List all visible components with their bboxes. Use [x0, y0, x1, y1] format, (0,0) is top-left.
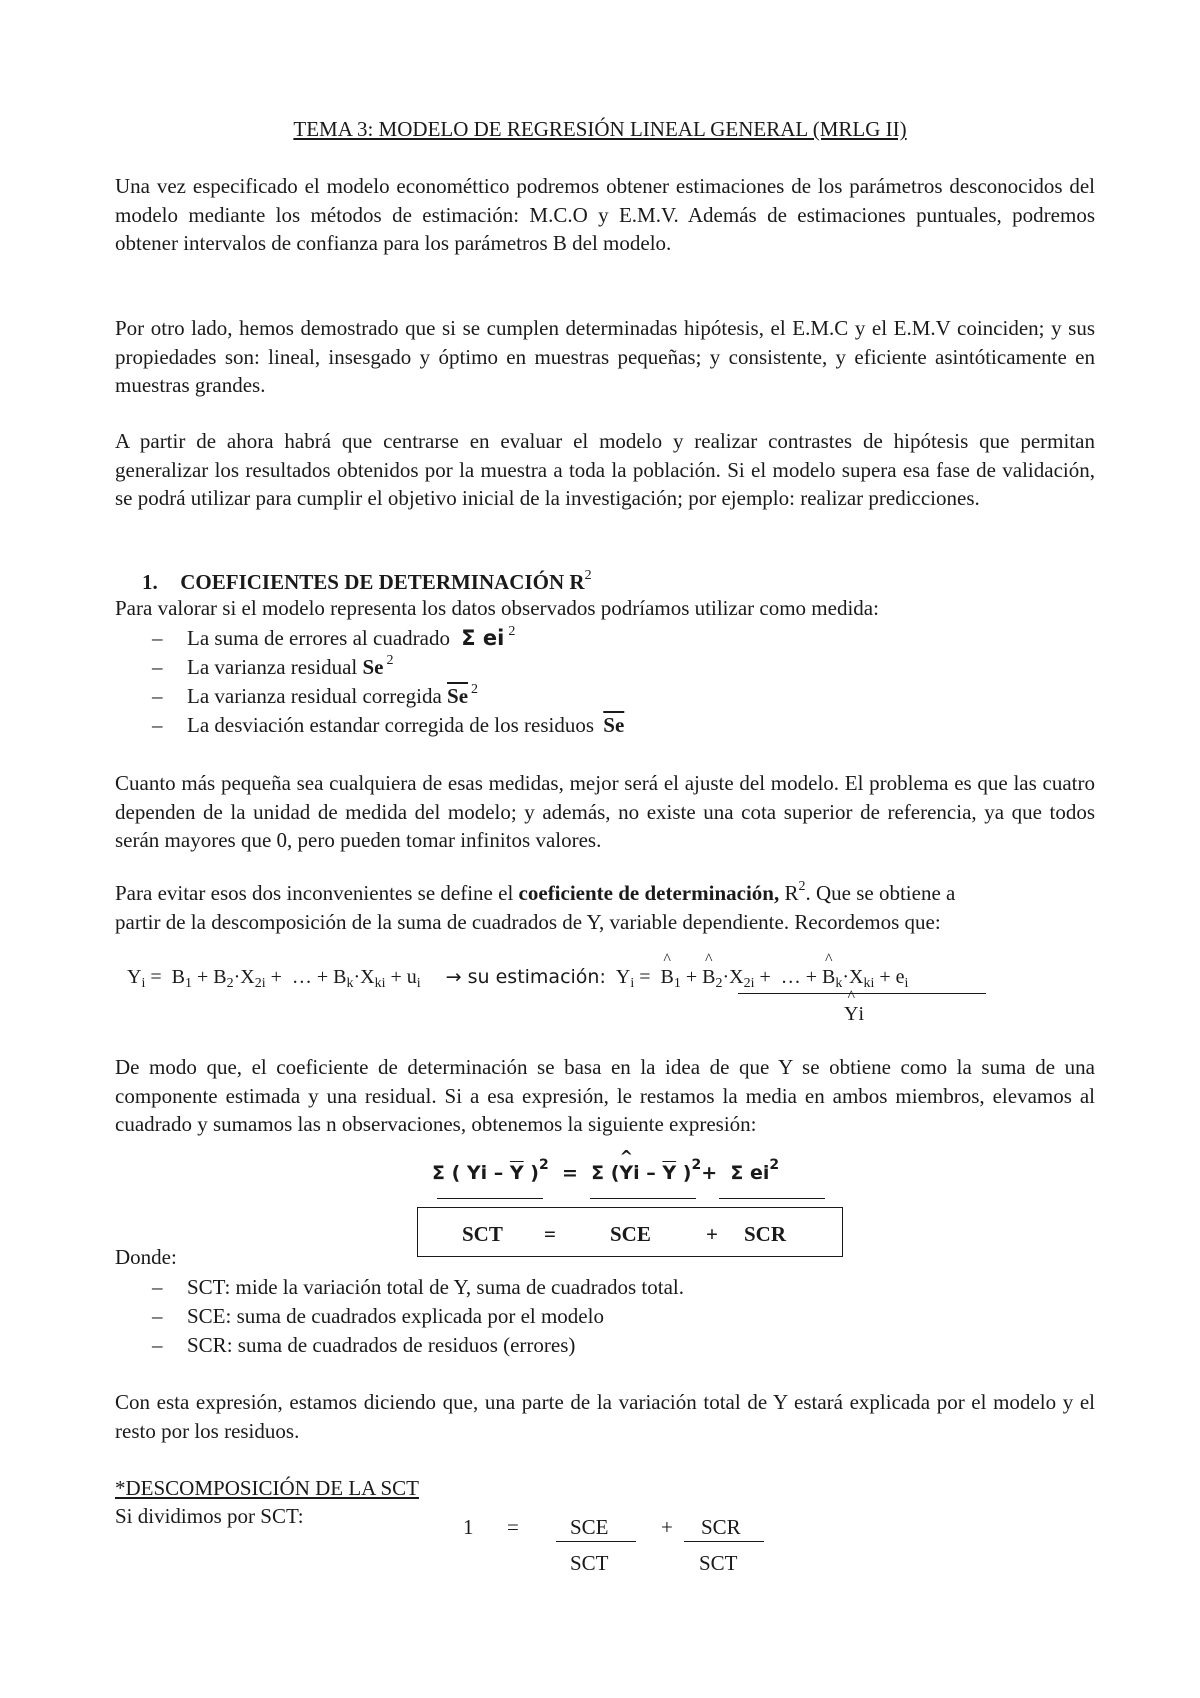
sct-underline: [437, 1198, 543, 1199]
measures-intro: Para valorar si el modelo representa los datos observados podríamos utilizar como medida:: [115, 596, 879, 620]
section-heading: [142, 570, 592, 595]
paragraph-coef-line1: Para evitar esos dos inconvenientes se define el coeficiente de determinación, $R^2$. Que se obtiene a: [115, 879, 956, 905]
measure-item: – La varianza residual Se $^2$: [152, 653, 394, 679]
box-plus: +: [706, 1222, 718, 1246]
donde-label: Donde:: [115, 1245, 177, 1269]
section-title-sup: 2: [584, 568, 592, 583]
eq3-numerator-scr: SCR: [701, 1515, 741, 1539]
eq3-plus: +: [661, 1515, 673, 1539]
definition-item: – SCT: mide la variación total de Y, suma de cuadrados total.: [152, 1275, 684, 1299]
definition-item: – SCE: suma de cuadrados explicada por el modelo: [152, 1304, 604, 1328]
measure-item: – La varianza residual corregida $\overline{Se}$ $^2$: [152, 682, 479, 708]
section-number: 1.: [142, 570, 158, 594]
eq3-equals: =: [507, 1515, 519, 1539]
model-equation: $Y_i = B_1 + B_2\cdot X_{2i}$ + … + $B_k\cdot X_{ki} + u_i$ → su estimación: $Y_i$ = ^ $B_1$ + ^ $B_2\cdot X_{2i}$ + … + ^ $B_k\cdot X_{ki} + e_i$: [127, 966, 908, 989]
scr-underline: [719, 1198, 825, 1199]
box-sce: SCE: [610, 1222, 651, 1246]
page-title: TEMA 3: MODELO DE REGRESIÓN LINEAL GENERAL (MRLG II): [293, 117, 907, 141]
estimate-label-yi: ^ Yi: [844, 1003, 864, 1026]
box-equals: =: [544, 1222, 556, 1246]
section-title: COEFICIENTES DE DETERMINACIÓN R: [180, 570, 585, 594]
eq3-fraction-bar: [684, 1541, 764, 1542]
box-sct: SCT: [462, 1222, 503, 1246]
measure-item: – La desviación estandar corregida de los residuos $\overline{Se}$: [152, 713, 625, 737]
eq3-denominator-sct: SCT: [699, 1551, 738, 1575]
paragraph-coef-line2: partir de la descomposición de la suma de cuadrados de Y, variable dependiente. Recordemos que:: [115, 910, 941, 934]
paragraph-validation: A partir de ahora habrá que centrarse en evaluar el modelo y realizar contrastes de hipótesis que permitan generalizar los resultados obtenidos por la muestra a toda la población. Si el modelo supera esa fase de validación, se podrá utilizar para cumplir el objetivo inicial de la investigación; por ejemplo: realizar predicciones.: [115, 429, 1095, 510]
paragraph-properties: Por otro lado, hemos demostrado que si se cumplen determinadas hipótesis, el E.M.C y el E.M.V coinciden; y sus propiedades son: lineal, insesgado y óptimo en muestras pequeñas; y consistente, y eficiente asintóticamente en muestras grandes.: [115, 316, 1095, 397]
sce-underline: [590, 1198, 696, 1199]
eq3-denominator-sct: SCT: [570, 1551, 609, 1575]
eq3-fraction-bar: [556, 1541, 636, 1542]
estimate-underline: [738, 993, 986, 994]
definition-item: – SCR: suma de cuadrados de residuos (errores): [152, 1333, 576, 1357]
divide-text: Si dividimos por SCT:: [115, 1504, 304, 1528]
paragraph-intro: Una vez especificado el modelo econométtico podremos obtener estimaciones de los parámetros desconocidos del modelo mediante los métodos de estimación: M.C.O y E.M.V. Además de estimaciones puntuales, podremos obtener intervalos de confianza para los parámetros B del modelo.: [115, 174, 1095, 255]
paragraph-conclusion: Con esta expresión, estamos diciendo que, una parte de la variación total de Y estará explicada por el modelo y el resto por los residuos.: [115, 1390, 1095, 1443]
measure-item: – La suma de errores al cuadrado Σ ei $^2$: [152, 624, 516, 650]
eq3-one: 1: [463, 1515, 474, 1539]
paragraph-decomposition: De modo que, el coeficiente de determinación se basa en la idea de que Y se obtiene como la suma de una componente estimada y una residual. Si a esa expresión, le restamos la media en ambos miembros, elevamos al cuadrado y sumamos las n observaciones, obtenemos la siguiente expresión:: [115, 1055, 1095, 1136]
eq3-numerator-sce: SCE: [570, 1515, 609, 1539]
sum-squares-equation: Σ ( Yi – $\overline{Y}$ )$^2$ = Σ (^ Yi – $\overline{Y}$ )$^2$+ Σ $ei^2$: [432, 1162, 779, 1184]
estimation-label: → su estimación:: [445, 966, 606, 988]
paragraph-measures-problem: Cuanto más pequeña sea cualquiera de esas medidas, mejor será el ajuste del modelo. El problema es que las cuatro dependen de la unidad de medida del modelo; y además, no existe una cota superior de referencia, ya que todos serán mayores que 0, pero pueden tomar infinitos valores.: [115, 771, 1095, 852]
subheading-descomposicion: *DESCOMPOSICIÓN DE LA SCT: [115, 1476, 419, 1500]
box-scr: SCR: [744, 1222, 787, 1246]
